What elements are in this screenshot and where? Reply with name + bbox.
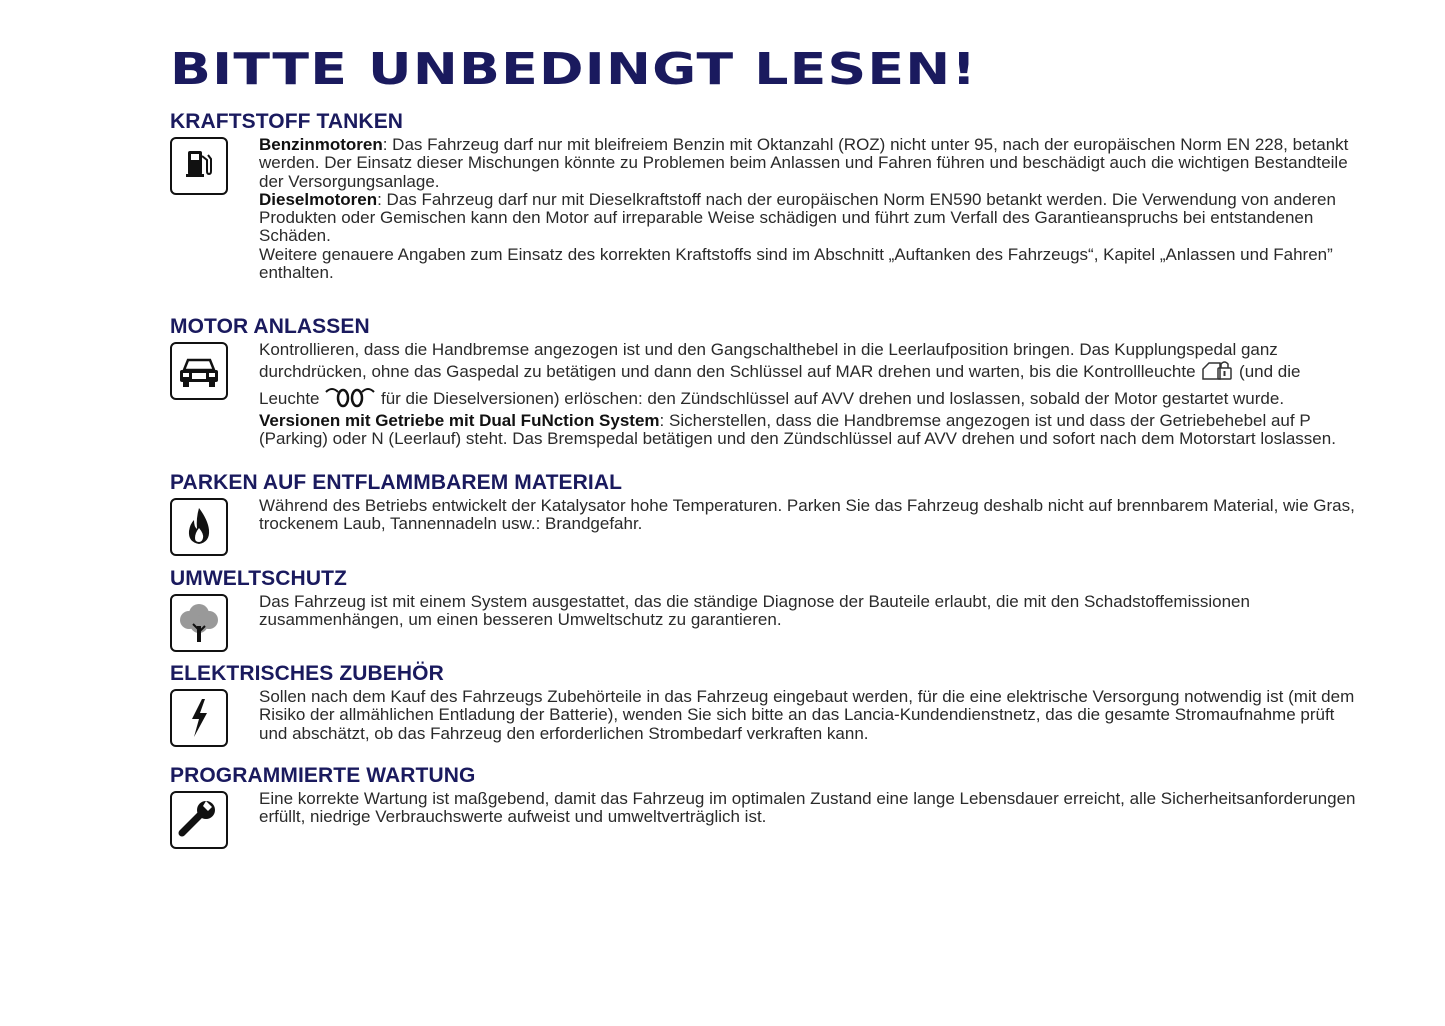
section-heading: KRAFTSTOFF TANKEN [170,110,404,133]
flame-icon [170,498,228,556]
section-body [259,136,1364,282]
immobilizer-warning-icon [1200,359,1234,385]
bold-label: Versionen mit Getriebe mit Dual FuNction System [259,410,660,430]
section-environment [170,567,1370,630]
section-heading: PROGRAMMIERTE WARTUNG [170,764,476,787]
wrench-icon [170,791,228,849]
page-title: BITTE UNBEDINGT LESEN! [170,44,978,95]
paragraph-text: Sollen nach dem Kauf des Fahrzeugs Zubehörteile in das Fahrzeug eingebaut werden, für die eine elektrische Versorgung notwendig ist (mit dem Risiko der allmählichen Entladung der Batterie), wenden Sie sich bitte an das Lancia-Kundendienstnetz, das die gesamte Stromaufnahme prüft und abschätzt, ob das Fahrzeug den erforderlichen Strombedarf verkraften kann. [259,687,1355,743]
fuel-pump-icon [170,137,228,195]
paragraph-text: Kontrollieren, dass die Handbremse angezogen ist und den Gangschalthebel in die Leerlaufposition bringen. Das Kupplungspedal ganz durchdrücken, ohne das Gaspedal zu betätigen und dann den Schlüssel auf MAR drehen und warten, bis die Kontrollleuchte [259,340,1278,382]
section-heading: UMWELTSCHUTZ [170,567,347,590]
section-engine-start [170,315,1370,448]
car-front-icon [170,342,228,400]
bold-label: Benzinmotoren [259,135,383,154]
section-fuel [170,110,1370,282]
section-body [259,341,1364,448]
paragraph-text: : Sicherstellen, dass die Handbremse angezogen ist und dass der Getriebehebel auf P (Parking) oder N (Leerlauf) steht. Das Bremspedal betätigen und den Zündschlüssel auf AVV drehen und sofort nach dem Motorstart loslassen. [259,410,1336,449]
lightning-bolt-icon [170,689,228,747]
paragraph-text: : Das Fahrzeug darf nur mit bleifreiem Benzin mit Oktanzahl (ROZ) nicht unter 95, nach der europäischen Norm EN 228, betankt werden. Der Einsatz dieser Mischungen könnte zu Problemen beim Anlassen und Fahren führen und beschädigt auch die wichtigen Bestandteile der Versorgungsanlage. [259,135,1349,191]
section-scheduled-maintenance [170,764,1370,827]
section-body [259,497,1364,534]
section-electrical-accessories [170,662,1370,743]
section-body [259,688,1364,743]
paragraph-text: (und die Leuchte [259,362,1301,408]
section-body [259,790,1364,827]
tree-icon [170,594,228,652]
bold-label: Dieselmotoren [259,189,378,209]
paragraph-text: Eine korrekte Wartung ist maßgebend, damit das Fahrzeug im optimalen Zustand eine lange Lebensdauer erreicht, alle Sicherheitsanforderungen erfüllt, niedrige Verbrauchswerte aufweist und umweltverträglich ist. [259,789,1356,827]
paragraph-text: Das Fahrzeug ist mit einem System ausgestattet, das die ständige Diagnose der Bauteile erlaubt, die mit den Schadstoffemissionen zusammenhängen, um einen besseren Umweltschutz zu garantieren. [259,592,1250,630]
paragraph-text: Während des Betriebs entwickelt der Katalysator hohe Temperaturen. Parken Sie das Fahrzeug deshalb nicht auf brennbarem Material, wie Gras, trockenem Laub, Tannennadeln usw.: Brandgefahr. [259,496,1355,534]
section-heading: PARKEN AUF ENTFLAMMBAREM MATERIAL [170,471,623,494]
paragraph-text: Weitere genauere Angaben zum Einsatz des korrekten Kraftstoffs sind im Abschnitt „Auftanken des Fahrzeugs“, Kapitel „Anlassen und Fahren” enthalten. [259,244,1333,283]
section-parking-flammable [170,471,1370,534]
paragraph-text: : Das Fahrzeug darf nur mit Dieselkraftstoff nach der europäischen Norm EN590 betankt werden. Die Verwendung von anderen Produkten oder Gemischen kann den Motor auf irreparable Weise schädigen und führt zum Verfall des Garantieanspruchs bei entstandenen Schäden. [259,189,1336,246]
paragraph-text: für die Dieselversionen) erlöschen: den Zündschlüssel auf AVV drehen und loslassen, sobald der Motor gestartet wurde. [380,388,1285,408]
section-heading: MOTOR ANLASSEN [170,315,370,338]
section-body [259,593,1364,630]
section-heading: ELEKTRISCHES ZUBEHÖR [170,662,444,685]
glow-plug-icon [324,386,376,412]
